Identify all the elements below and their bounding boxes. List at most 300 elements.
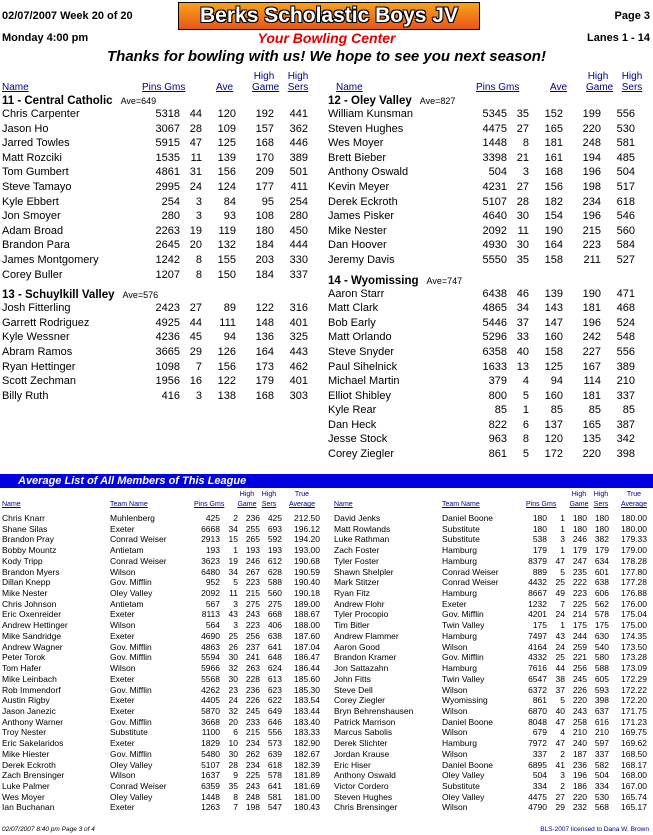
member-pins: 4201 — [528, 609, 547, 620]
bowler-name: James Montgomery — [2, 253, 99, 266]
member-high-series: 668 — [267, 609, 282, 620]
member-games: 28 — [228, 759, 238, 770]
average-list-left — [0, 513, 326, 813]
member-team: Wilson — [110, 770, 136, 781]
average-list-row — [0, 717, 326, 728]
average-list-row — [0, 524, 326, 535]
bowler-high-game: 198 — [582, 180, 601, 193]
member-high-series: 337 — [594, 748, 609, 759]
bowler-pins: 1098 — [155, 360, 180, 373]
average-list-row — [332, 770, 653, 781]
member-pins: 5568 — [201, 673, 220, 684]
member-true-average: 188.00 — [294, 620, 320, 631]
average-list-row — [332, 513, 653, 524]
member-high-series: 578 — [267, 770, 282, 781]
member-true-average: 168.00 — [621, 770, 647, 781]
bowler-games: 46 — [516, 287, 529, 300]
member-team: Daniel Boone — [442, 716, 494, 727]
member-high-game: 214 — [572, 609, 587, 620]
day-time: Monday 4:00 pm — [2, 32, 89, 44]
average-list-row — [332, 663, 653, 674]
member-games: 3 — [560, 770, 565, 781]
member-true-average: 194.20 — [294, 534, 320, 545]
bowler-average: 165 — [544, 122, 563, 135]
member-true-average: 176.00 — [621, 598, 647, 609]
member-team: Exeter — [110, 695, 135, 706]
bowler-high-series: 387 — [616, 418, 635, 431]
member-team: Wilson — [442, 705, 468, 716]
avg-col-high-game-text: Game — [237, 501, 257, 508]
bowler-high-series: 471 — [616, 287, 635, 300]
member-team: Substitute — [110, 727, 148, 738]
bowler-row — [0, 239, 326, 254]
member-name: Mike Hiester — [2, 748, 50, 759]
member-high-game: 179 — [572, 545, 587, 556]
member-name: Anthony Warner — [2, 716, 64, 727]
member-high-game: 180 — [572, 523, 587, 534]
member-true-average: 173.28 — [621, 652, 647, 663]
member-high-series: 210 — [594, 727, 609, 738]
col-high-sers-line1: High — [287, 71, 309, 82]
bowler-average: 125 — [544, 360, 563, 373]
team-header — [326, 275, 653, 288]
bowler-pins: 861 — [488, 448, 507, 461]
member-pins: 6870 — [528, 705, 547, 716]
member-high-series: 641 — [267, 641, 282, 652]
bowler-games: 30 — [516, 239, 529, 252]
member-pins: 1263 — [201, 802, 220, 813]
bowler-high-series: 446 — [289, 137, 308, 150]
member-true-average: 182.39 — [294, 759, 320, 770]
bowler-high-series: 401 — [289, 316, 308, 329]
member-high-game: 236 — [572, 759, 587, 770]
member-high-game: 240 — [572, 738, 587, 749]
bowler-average: 94 — [223, 331, 236, 344]
member-games: 2 — [233, 513, 238, 523]
avg-col-pins-gms — [194, 501, 224, 509]
average-list-row — [332, 556, 653, 567]
member-high-series: 624 — [267, 663, 282, 674]
bowler-games: 5 — [522, 389, 529, 402]
bowler-average: 139 — [544, 287, 563, 300]
bowler-average: 111 — [219, 316, 236, 329]
bowler-games: 30 — [516, 210, 529, 223]
date-week: 02/07/2007 Week 20 of 20 — [2, 10, 133, 22]
member-pins: 334 — [532, 780, 547, 791]
bowler-high-series: 280 — [289, 210, 308, 223]
member-high-game: 255 — [245, 523, 260, 534]
bowler-pins: 4861 — [155, 166, 180, 179]
member-high-game: 244 — [572, 630, 587, 641]
bowler-average: 93 — [223, 210, 236, 223]
bowler-games: 21 — [516, 151, 529, 164]
bowler-row — [326, 317, 653, 332]
member-name: Andrew Flohr — [334, 598, 385, 609]
member-name: Rob Immendorf — [2, 684, 61, 695]
member-high-series: 638 — [267, 630, 282, 641]
average-list-row — [0, 727, 326, 738]
bowler-high-series: 411 — [290, 180, 308, 193]
member-name: Eric Oxenreider — [2, 609, 62, 620]
bowler-pins: 5318 — [155, 108, 180, 120]
member-pins: 4164 — [528, 641, 547, 652]
bowler-pins: 822 — [488, 418, 507, 431]
member-high-game: 247 — [572, 555, 587, 566]
member-games: 35 — [228, 780, 238, 791]
member-name: Bryn Behrenshausen — [334, 705, 414, 716]
bowler-average: 122 — [217, 375, 236, 388]
member-pins: 425 — [205, 513, 220, 523]
bowler-high-game: 168 — [255, 389, 274, 402]
member-games: 47 — [555, 738, 565, 749]
average-list-row — [332, 620, 653, 631]
member-team: Hamburg — [442, 588, 477, 599]
bowler-high-series: 342 — [616, 433, 635, 446]
member-true-average: 173.09 — [621, 663, 647, 674]
bowler-high-series: 303 — [289, 389, 308, 402]
member-high-series: 540 — [594, 641, 609, 652]
bowler-games: 11 — [517, 224, 529, 237]
member-name: Corey Ziegler — [334, 695, 386, 706]
member-true-average: 179.33 — [621, 534, 647, 545]
member-team: Muhlenberg — [110, 513, 155, 523]
member-high-series: 578 — [594, 609, 609, 620]
member-pins: 179 — [532, 545, 547, 556]
bowler-row — [0, 346, 326, 361]
member-high-series: 613 — [267, 673, 282, 684]
member-high-game: 220 — [572, 791, 587, 802]
bowler-games: 37 — [516, 316, 529, 329]
bowler-row — [0, 375, 326, 390]
team-average: Ave=649 — [120, 96, 157, 106]
member-high-game: 275 — [245, 598, 260, 609]
bowler-games: 44 — [189, 108, 202, 120]
bowler-pins: 4930 — [482, 239, 507, 252]
member-pins: 564 — [205, 620, 220, 631]
member-high-game: 267 — [245, 566, 260, 577]
bowler-average: 147 — [544, 316, 563, 329]
team-block — [0, 289, 326, 404]
bowler-name: Kyle Ebbert — [2, 195, 59, 208]
bowler-row — [0, 196, 326, 211]
average-list-row — [0, 695, 326, 706]
member-high-game: 241 — [245, 652, 260, 663]
member-games: 25 — [555, 577, 565, 588]
avg-col-team — [110, 501, 148, 509]
member-team: Daniel Boone — [442, 759, 494, 770]
member-true-average: 212.50 — [294, 513, 320, 523]
bowler-row — [0, 181, 326, 196]
bowler-pins: 280 — [161, 210, 180, 223]
teams-right-column — [326, 95, 653, 463]
bowler-name: Dan Hoover — [328, 239, 387, 252]
member-high-game: 226 — [572, 684, 587, 695]
avg-col-high-game-top-right: High — [571, 491, 587, 498]
member-true-average: 190.40 — [294, 577, 320, 588]
member-pins: 4863 — [201, 641, 220, 652]
bowler-pins: 4475 — [482, 122, 507, 135]
team-title: 13 - Schuylkill Valley — [2, 289, 115, 302]
member-team: Conrad Weiser — [110, 780, 167, 791]
average-list-row — [332, 534, 653, 545]
member-team: Exeter — [110, 673, 135, 684]
bowler-row — [326, 196, 653, 211]
member-high-game: 256 — [572, 663, 587, 674]
member-high-series: 622 — [267, 695, 282, 706]
bowler-games: 44 — [189, 316, 202, 329]
col-high-game — [252, 71, 280, 93]
member-name: Steve Dell — [334, 684, 373, 695]
member-games: 11 — [229, 588, 238, 599]
bowler-high-series: 337 — [289, 268, 308, 281]
member-high-series: 593 — [594, 684, 609, 695]
bowler-games: 27 — [516, 122, 529, 135]
bowler-high-series: 556 — [616, 108, 635, 120]
member-name: Marcus Sabolis — [334, 727, 393, 738]
member-high-game: 232 — [572, 802, 587, 813]
member-high-game: 223 — [245, 620, 260, 631]
member-high-game: 186 — [572, 780, 587, 791]
member-team: Wyomissing — [442, 695, 488, 706]
bowler-pins: 416 — [161, 389, 180, 402]
bowler-games: 35 — [516, 108, 529, 120]
bowler-average: 120 — [217, 108, 236, 120]
member-games: 1 — [560, 523, 565, 534]
member-name: Eric Sakelaridos — [2, 738, 64, 749]
bowler-high-series: 337 — [616, 389, 635, 402]
average-list-row — [0, 652, 326, 663]
avg-col-high-game-right-text: Game — [569, 501, 589, 508]
bowler-high-series: 462 — [289, 360, 308, 373]
member-team: Exeter — [110, 802, 135, 813]
average-list-row — [332, 717, 653, 728]
member-high-game: 236 — [245, 684, 260, 695]
bowler-name: Matt Orlando — [328, 331, 392, 344]
member-team: Substitute — [442, 780, 480, 791]
bowler-row — [0, 137, 326, 152]
bowler-name: Tom Gumbert — [2, 166, 69, 179]
bowler-games: 3 — [195, 389, 202, 402]
member-pins: 6547 — [528, 673, 547, 684]
member-true-average: 183.54 — [294, 695, 320, 706]
bowler-row — [326, 448, 653, 463]
member-pins: 180 — [532, 513, 547, 523]
league-title: Berks Scholastic Boys JV — [178, 2, 480, 30]
bowler-name: Aaron Starr — [328, 287, 385, 300]
member-team: Exeter — [110, 738, 135, 749]
member-name: Brandon Myers — [2, 566, 60, 577]
average-list-row — [0, 599, 326, 610]
bowler-row — [326, 361, 653, 376]
average-list-row — [0, 534, 326, 545]
member-name: Dillan Knepp — [2, 577, 51, 588]
team-header — [0, 289, 326, 302]
bowler-high-game: 220 — [582, 448, 601, 461]
bowler-games: 24 — [189, 180, 202, 193]
member-true-average: 168.50 — [621, 748, 647, 759]
member-games: 20 — [228, 716, 238, 727]
member-pins: 567 — [205, 598, 220, 609]
member-high-series: 637 — [594, 705, 609, 716]
member-true-average: 181.69 — [294, 780, 320, 791]
member-name: John Fitts — [334, 673, 371, 684]
average-list-row — [0, 674, 326, 685]
bowler-row — [0, 108, 326, 123]
member-name: Andrew Flammer — [334, 630, 399, 641]
bowler-name: Garrett Rodriguez — [2, 316, 90, 329]
bowler-high-game: 157 — [255, 122, 274, 135]
member-games: 7 — [233, 802, 238, 813]
member-high-series: 580 — [594, 652, 609, 663]
member-true-average: 190.59 — [294, 566, 320, 577]
member-true-average: 175.04 — [621, 609, 647, 620]
member-high-series: 646 — [267, 716, 282, 727]
bowler-pins: 4640 — [482, 210, 507, 223]
team-average: Ave=747 — [426, 275, 463, 286]
col-high-game-right-line1: High — [587, 71, 609, 82]
bowler-pins: 1633 — [482, 360, 507, 373]
bowler-games: 20 — [189, 239, 202, 252]
member-games: 1 — [560, 545, 565, 556]
member-name: Andrew Hettinger — [2, 620, 68, 631]
bowler-games: 27 — [516, 180, 529, 193]
avg-col-high-game-right — [568, 501, 590, 509]
member-team: Oley Valley — [442, 770, 485, 781]
member-team: Gov. Mifflin — [110, 716, 152, 727]
member-pins: 952 — [205, 577, 220, 588]
member-name: Anthony Oswald — [334, 770, 396, 781]
avg-col-pins-gms-right — [526, 501, 556, 509]
bowler-high-series: 325 — [289, 331, 308, 344]
member-games: 43 — [228, 609, 238, 620]
member-high-game: 193 — [245, 545, 260, 556]
bowler-name: Brett Bieber — [328, 151, 387, 164]
member-name: Aaron Good — [334, 641, 380, 652]
bowler-name: Abram Ramos — [2, 345, 73, 358]
bowler-pins: 5915 — [155, 137, 180, 150]
bowler-name: Paul Sihelnick — [328, 360, 398, 373]
member-high-series: 606 — [594, 588, 609, 599]
avg-col-team-right-text: Team Name — [442, 501, 480, 508]
member-games: 24 — [228, 695, 238, 706]
member-high-series: 638 — [594, 577, 609, 588]
avg-col-high-sers — [258, 501, 280, 509]
member-games: 1 — [560, 620, 565, 631]
footer-timestamp: 02/07/2007 8:40 pm Page 3 of 4 — [2, 826, 95, 833]
member-name: Jason Janezic — [2, 705, 56, 716]
bowler-high-game: 234 — [582, 195, 601, 208]
avg-col-true: True — [294, 491, 310, 498]
bowler-pins: 2645 — [155, 239, 180, 252]
bowler-pins: 2263 — [155, 224, 180, 237]
member-high-series: 504 — [594, 770, 609, 781]
member-team: Hamburg — [442, 545, 477, 556]
team-header — [0, 95, 326, 108]
member-pins: 1829 — [201, 738, 220, 749]
bowler-high-game: 184 — [255, 268, 274, 281]
member-team: Exeter — [110, 705, 135, 716]
member-team: Conrad Weiser — [110, 555, 167, 566]
member-games: 26 — [228, 641, 238, 652]
bowler-pins: 2995 — [155, 180, 180, 193]
member-high-game: 196 — [572, 770, 587, 781]
member-team: Substitute — [442, 523, 480, 534]
avg-col-high-sers-top: High — [261, 491, 277, 498]
bowler-name: Adam Broad — [2, 224, 64, 237]
bowler-pins: 6358 — [482, 345, 507, 358]
col-ave-right: Ave — [550, 82, 568, 93]
member-name: Mike Nester — [2, 588, 48, 599]
member-name: David Jenks — [334, 513, 381, 523]
member-true-average: 169.62 — [621, 738, 647, 749]
member-high-game: 235 — [572, 566, 587, 577]
member-true-average: 190.18 — [294, 588, 320, 599]
member-true-average: 186.44 — [294, 663, 320, 674]
bowler-name: Scott Zechman — [2, 375, 76, 388]
member-high-series: 623 — [267, 684, 282, 695]
member-team: Hamburg — [442, 738, 477, 749]
avg-col-pins-gms-right-text: Pins Gms — [526, 501, 557, 508]
member-games: 44 — [555, 663, 565, 674]
member-high-game: 225 — [572, 598, 587, 609]
average-list-row — [0, 642, 326, 653]
member-high-series: 649 — [267, 705, 282, 716]
member-pins: 6668 — [201, 523, 220, 534]
bowler-name: James Pisker — [328, 210, 395, 223]
bowler-high-game: 177 — [255, 180, 274, 193]
bowler-pins: 963 — [488, 433, 507, 446]
average-list-row — [0, 792, 326, 803]
member-high-series: 641 — [267, 780, 282, 791]
avg-col-average-right-text: Average — [621, 501, 647, 508]
member-team: Wilson — [110, 663, 136, 674]
bowler-high-game: 181 — [582, 389, 601, 402]
member-high-game: 243 — [572, 705, 587, 716]
bowler-high-series: 584 — [616, 239, 635, 252]
col-high-game-line1: High — [253, 71, 275, 82]
member-pins: 180 — [532, 523, 547, 534]
member-name: Derek Slichter — [334, 738, 388, 749]
member-true-average: 189.00 — [294, 598, 320, 609]
bowler-games: 8 — [195, 268, 202, 281]
member-games: 5 — [233, 577, 238, 588]
member-high-game: 248 — [245, 791, 260, 802]
bowler-name: Brandon Para — [2, 239, 70, 252]
bowler-high-game: 194 — [582, 151, 601, 164]
bowler-games: 28 — [189, 122, 202, 135]
bowler-high-game: 181 — [582, 302, 601, 315]
member-high-game: 259 — [572, 641, 587, 652]
bowler-high-game: 227 — [582, 345, 601, 358]
member-name: Kody Tripp — [2, 555, 43, 566]
member-team: Gov. Mifflin — [110, 684, 152, 695]
bowler-high-series: 618 — [616, 195, 635, 208]
avg-col-team-text: Team Name — [110, 501, 148, 508]
member-high-game: 223 — [572, 588, 587, 599]
bowler-name: Kevin Meyer — [328, 180, 390, 193]
thanks-message: Thanks for bowling with us! We hope to see you next season! — [107, 48, 546, 65]
member-pins: 861 — [532, 695, 547, 706]
member-high-game: 221 — [572, 652, 587, 663]
member-team: Antietam — [110, 545, 144, 556]
member-pins: 337 — [532, 748, 547, 759]
member-name: Matt Rowlands — [334, 523, 391, 534]
bowler-average: 139 — [217, 151, 236, 164]
member-high-game: 233 — [245, 716, 260, 727]
average-list-row — [332, 599, 653, 610]
member-true-average: 182.67 — [294, 748, 320, 759]
member-pins: 2913 — [201, 534, 220, 545]
